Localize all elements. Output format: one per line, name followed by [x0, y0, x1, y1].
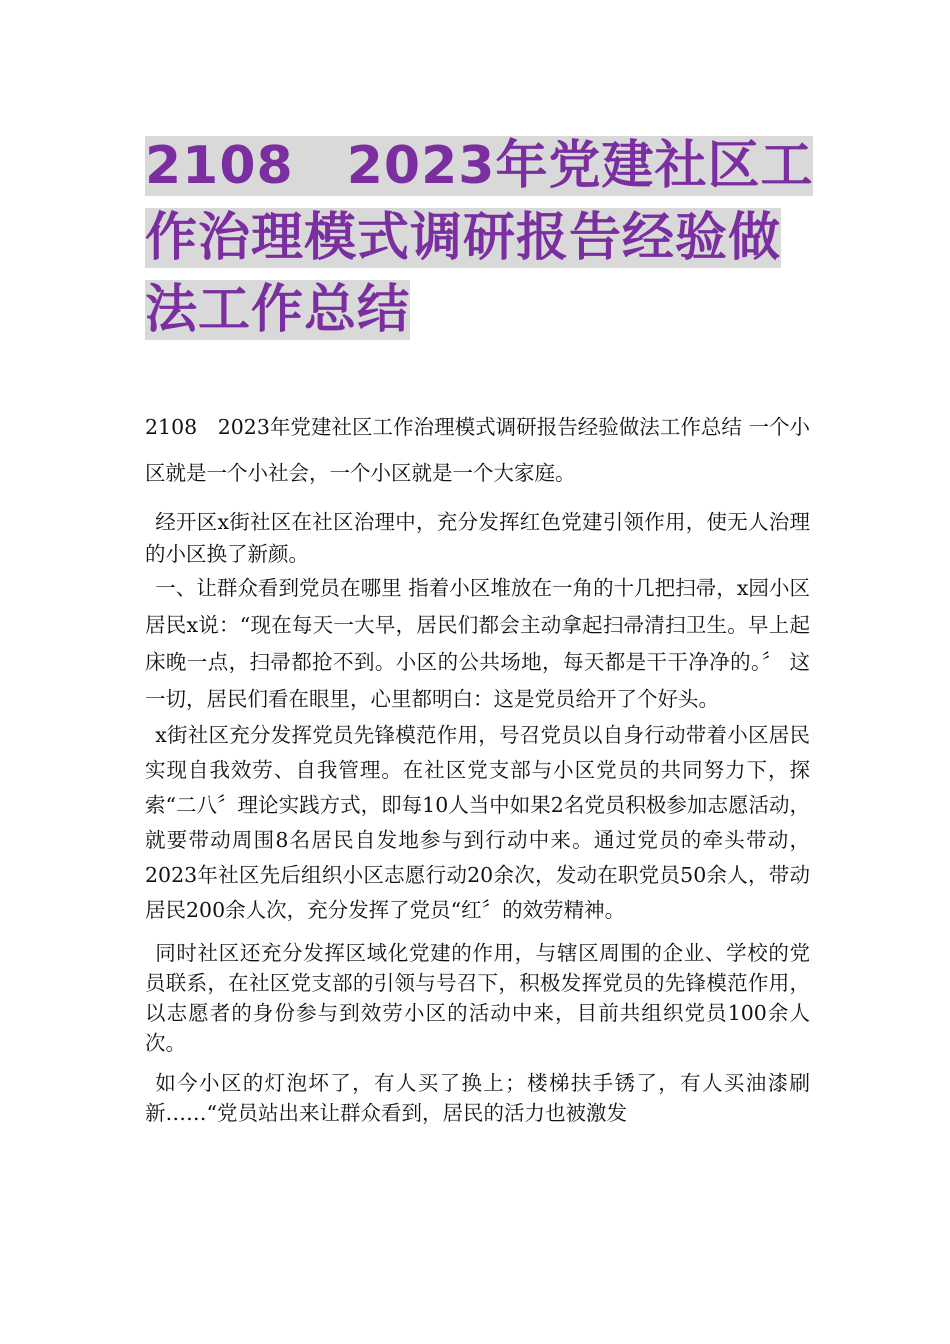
- paragraph-intro: 2108 2023年党建社区工作治理模式调研报告经验做法工作总结 一个小区就是一个小社会，一个小区就是一个大家庭。: [145, 415, 810, 485]
- document-body: [145, 404, 810, 1128]
- paragraph-section-one: 一、让群众看到党员在哪里 指着小区堆放在一角的十几把扫帚，x园小区居民x说：“现在每天一大早，居民们都会主动拿起扫帚清扫卫生。早上起床晚一点，扫帚都抢不到。小区的公共场地，每天都是干干净净的。〞 这一切，居民们看在眼里，心里都明白：这是党员给开了个好头。: [145, 576, 810, 711]
- paragraph-regional-building: 同时社区还充分发挥区域化党建的作用，与辖区周围的企业、学校的党员联系，在社区党支部的引领与号召下，积极发挥党员的先锋模范作用，以志愿者的身份参与到效劳小区的活动中来，目前共组织党员100余人次。: [145, 941, 810, 1055]
- paragraph-current-state: 如今小区的灯泡坏了，有人买了换上；楼梯扶手锈了，有人买油漆刷新……“党员站出来让群众看到，居民的活力也被激发: [145, 1071, 810, 1125]
- document-title-text: 2108 2023年党建社区工作治理模式调研报告经验做法工作总结: [145, 136, 814, 340]
- paragraph-party-members: x街社区充分发挥党员先锋模范作用，号召党员以自身行动带着小区居民实现自我效劳、自我管理。在社区党支部与小区党员的共同努力下，探索“二八〞理论实践方式，即每10人当中如果2名党员积极参加志愿活动，就要带动周围8名居民自发地参与到行动中来。通过党员的牵头带动，2023年社区先后组织小区志愿行动20余次，发动在职党员50余人，带动居民200余人次，充分发挥了党员“红〞的效劳精神。: [145, 723, 810, 922]
- document-title: [145, 130, 815, 346]
- paragraph-summary: 经开区x街社区在社区治理中，充分发挥红色党建引领作用，使无人治理的小区换了新颜。: [145, 510, 810, 566]
